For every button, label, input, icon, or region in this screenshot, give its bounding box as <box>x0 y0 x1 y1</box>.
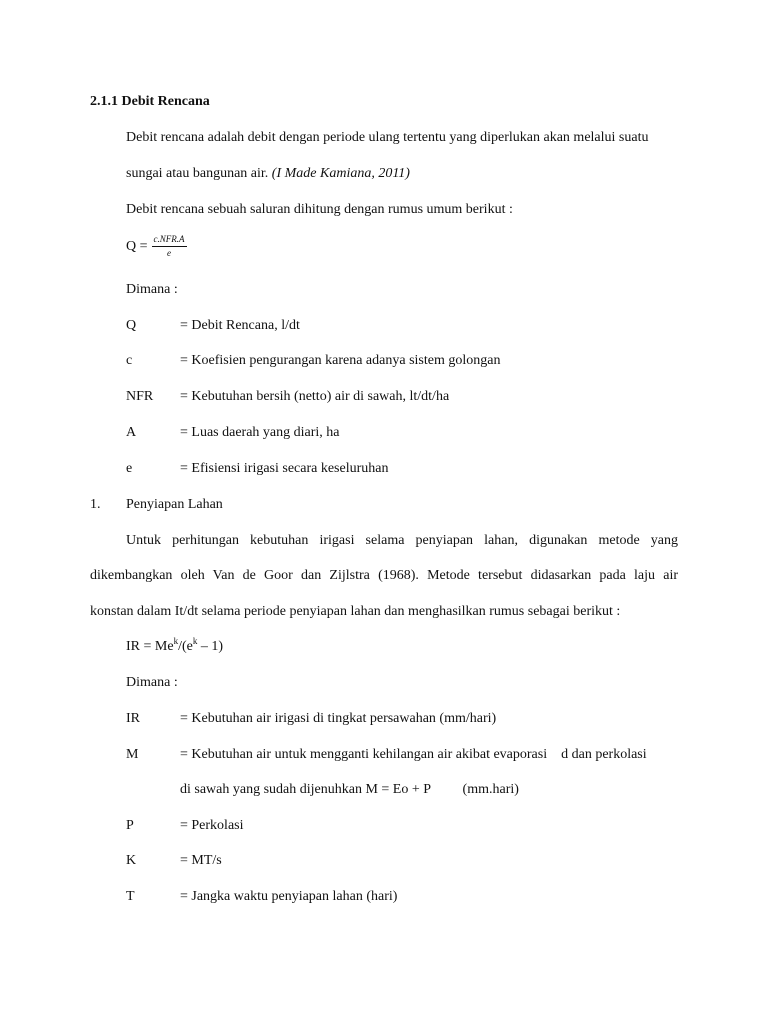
formula-ir <box>126 638 223 656</box>
definition-desc: = Kebutuhan air irigasi di tingkat persawahan (mm/hari) <box>180 711 497 726</box>
formula-superscript: k <box>173 636 179 646</box>
definition-term: Q <box>126 318 137 333</box>
formula-part: IR = Me <box>126 639 174 654</box>
paragraph-method-line2: dikembangkan oleh Van de Goor dan Zijlstra (1968). Metode tersebut didasarkan pada laju air <box>90 568 678 583</box>
formula-numerator: c.NFR.A <box>152 234 187 247</box>
definition-term: c <box>126 353 133 368</box>
definition-term: P <box>126 818 134 833</box>
definition-term: A <box>126 425 137 440</box>
definition-term: IR <box>126 711 140 726</box>
definition-term: M <box>126 747 139 762</box>
definition-term: K <box>126 853 137 868</box>
formula-lhs: Q = <box>126 238 148 254</box>
formula-part: /(e <box>178 639 193 654</box>
definition-desc: = Perkolasi <box>180 818 244 833</box>
definition-desc: = Luas daerah yang diari, ha <box>180 425 340 440</box>
definition-desc: = Koefisien pengurangan karena adanya sistem golongan <box>180 353 501 368</box>
definition-desc: = MT/s <box>180 853 222 868</box>
paragraph-definition-line1: Debit rencana adalah debit dengan periode ulang tertentu yang diperlukan akan melalui suatu <box>126 130 649 145</box>
dimana-label: Dimana : <box>126 675 178 690</box>
definition-desc: = Debit Rencana, l/dt <box>180 318 300 333</box>
definition-term: e <box>126 461 133 476</box>
definition-desc: = Kebutuhan air untuk mengganti kehilangan air akibat evaporasi d dan perkolasi <box>180 747 647 762</box>
subsection-number: 1. <box>90 497 101 512</box>
formula-superscript: k <box>192 636 198 646</box>
dimana-label: Dimana : <box>126 282 178 297</box>
formula-part: – 1) <box>197 639 223 654</box>
subsection-title: Penyiapan Lahan <box>126 497 223 512</box>
definition-term: NFR <box>126 389 154 404</box>
section-heading: 2.1.1 Debit Rencana <box>90 94 210 109</box>
formula-denominator: e <box>167 248 172 258</box>
formula-q <box>126 234 187 259</box>
definition-desc-continued: di sawah yang sudah dijenuhkan M = Eo + P (mm.hari) <box>180 782 519 797</box>
definition-desc: = Kebutuhan bersih (netto) air di sawah, lt/dt/ha <box>180 389 450 404</box>
citation: (I Made Kamiana, 2011) <box>271 166 410 181</box>
paragraph-text: sungai atau bangunan air. <box>126 166 269 181</box>
definition-term: T <box>126 889 135 904</box>
definition-desc: = Efisiensi irigasi secara keseluruhan <box>180 461 389 476</box>
formula-fraction <box>152 234 187 259</box>
paragraph-method-line1: Untuk perhitungan kebutuhan irigasi selama penyiapan lahan, digunakan metode yang <box>126 533 678 548</box>
paragraph-formula-intro: Debit rencana sebuah saluran dihitung dengan rumus umum berikut : <box>126 202 513 217</box>
paragraph-definition-line2 <box>126 165 410 183</box>
paragraph-method-line3: konstan dalam It/dt selama periode penyiapan lahan dan menghasilkan rumus sebagai berikut : <box>90 604 621 619</box>
definition-desc: = Jangka waktu penyiapan lahan (hari) <box>180 889 398 904</box>
